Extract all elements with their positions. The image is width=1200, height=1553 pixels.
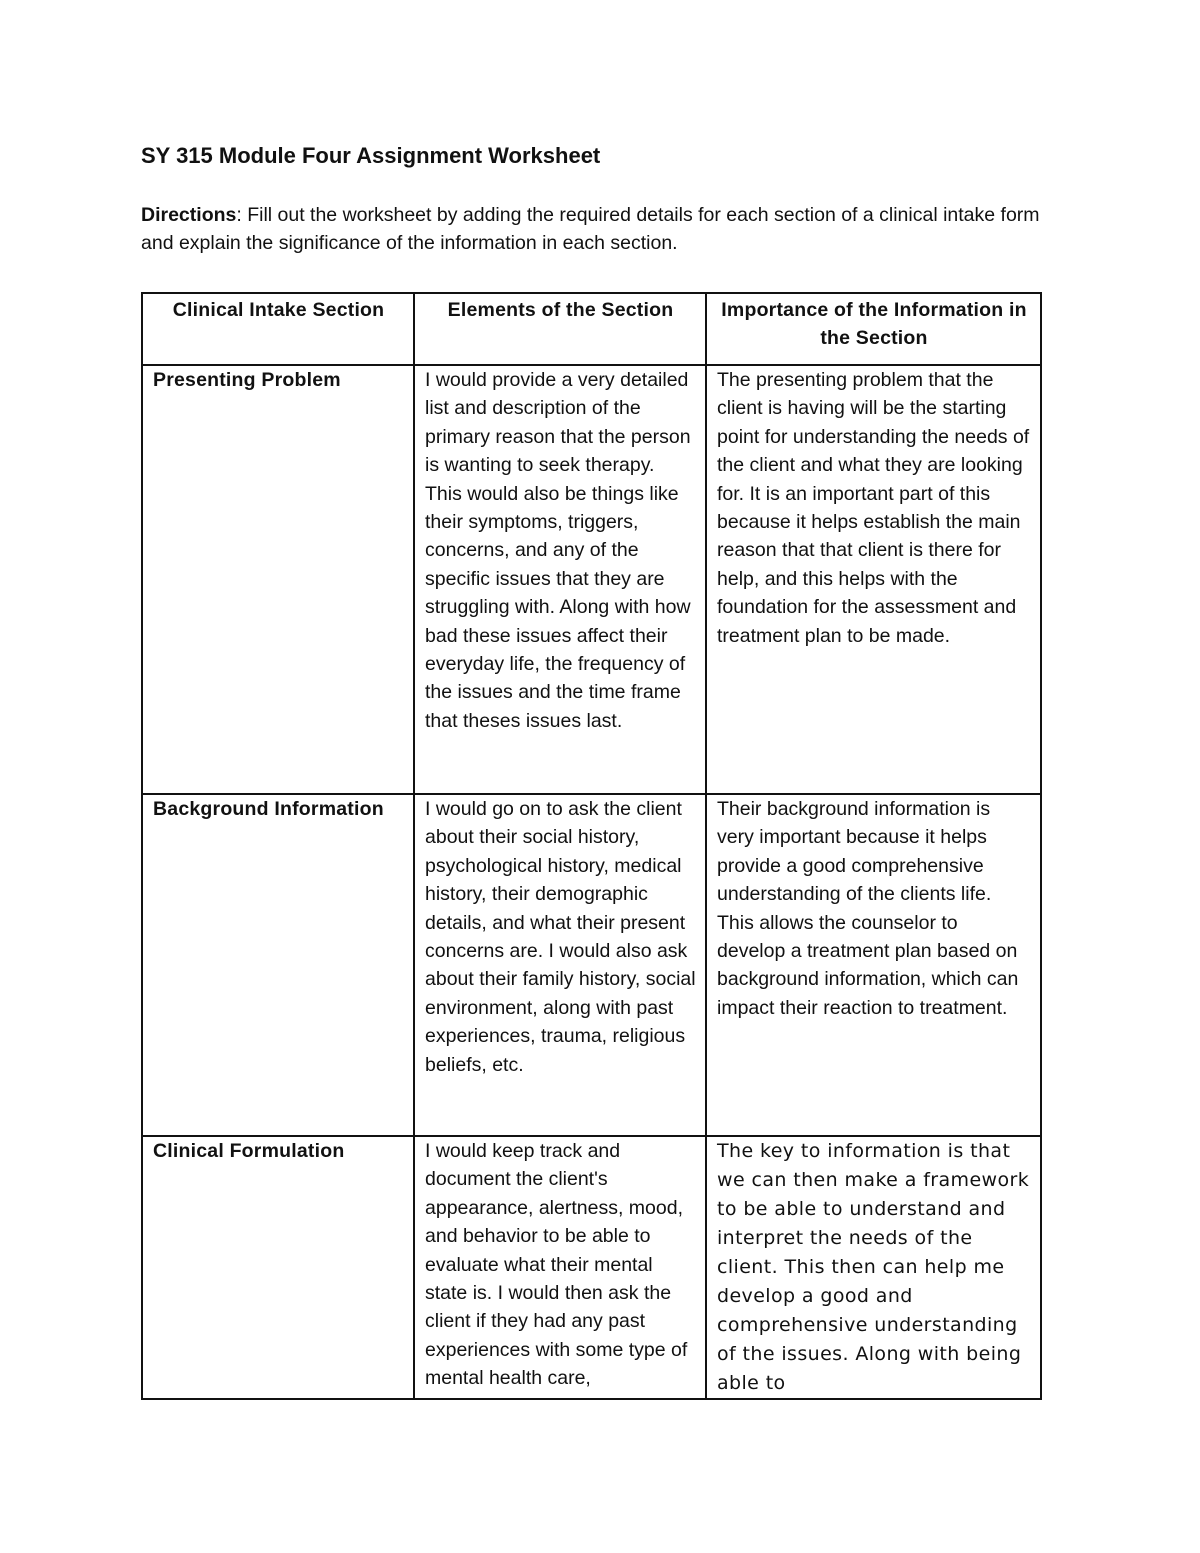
section-name-cell: Clinical Formulation bbox=[142, 1136, 414, 1399]
importance-cell: The presenting problem that the client is having will be the starting point for understanding the needs of the client and what they are looking for. It is an important part of this because it helps establish the main reason that that client is there for help, and this helps with the foundation for the assessment and treatment plan to be made. bbox=[706, 365, 1041, 794]
table-row bbox=[142, 1136, 1041, 1399]
importance-cell: The key to information is that we can then make a framework to be able to understand and interpret the needs of the client. This then can help me develop a good and comprehensive understanding of the issues. Along with being able to bbox=[706, 1136, 1041, 1399]
section-name-cell: Background Information bbox=[142, 794, 414, 1136]
directions-text: : Fill out the worksheet by adding the required details for each section of a clinical intake form and explain the significance of the information in each section. bbox=[141, 204, 1040, 254]
elements-cell: I would go on to ask the client about their social history, psychological history, medical history, their demographic details, and what their present concerns are. I would also ask about their family history, social environment, along with past experiences, trauma, religious beliefs, etc. bbox=[414, 794, 706, 1136]
page-title: SY 315 Module Four Assignment Worksheet bbox=[141, 143, 601, 168]
elements-cell: I would keep track and document the client's appearance, alertness, mood, and behavior to be able to evaluate what their mental state is. I would then ask the client if they had any past experiences with some type of mental health care, bbox=[414, 1136, 706, 1399]
header-importance-of-information: Importance of the Information in the Section bbox=[706, 293, 1041, 365]
elements-cell: I would provide a very detailed list and description of the primary reason that the person is wanting to seek therapy. This would also be things like their symptoms, triggers, concerns, and any of the specific issues that they are struggling with. Along with how bad these issues affect their everyday life, the frequency of the issues and the time frame that theses issues last. bbox=[414, 365, 706, 794]
directions-label: Directions bbox=[141, 204, 237, 226]
table-header-row bbox=[142, 293, 1041, 365]
directions-paragraph bbox=[141, 201, 1041, 257]
header-elements-of-section: Elements of the Section bbox=[414, 293, 706, 365]
header-clinical-intake-section: Clinical Intake Section bbox=[142, 293, 414, 365]
importance-cell: Their background information is very important because it helps provide a good comprehensive understanding of the clients life. This allows the counselor to develop a treatment plan based on background information, which can impact their reaction to treatment. bbox=[706, 794, 1041, 1136]
clinical-intake-table bbox=[141, 292, 1042, 1400]
table-row bbox=[142, 794, 1041, 1136]
table-row bbox=[142, 365, 1041, 794]
section-name-cell: Presenting Problem bbox=[142, 365, 414, 794]
